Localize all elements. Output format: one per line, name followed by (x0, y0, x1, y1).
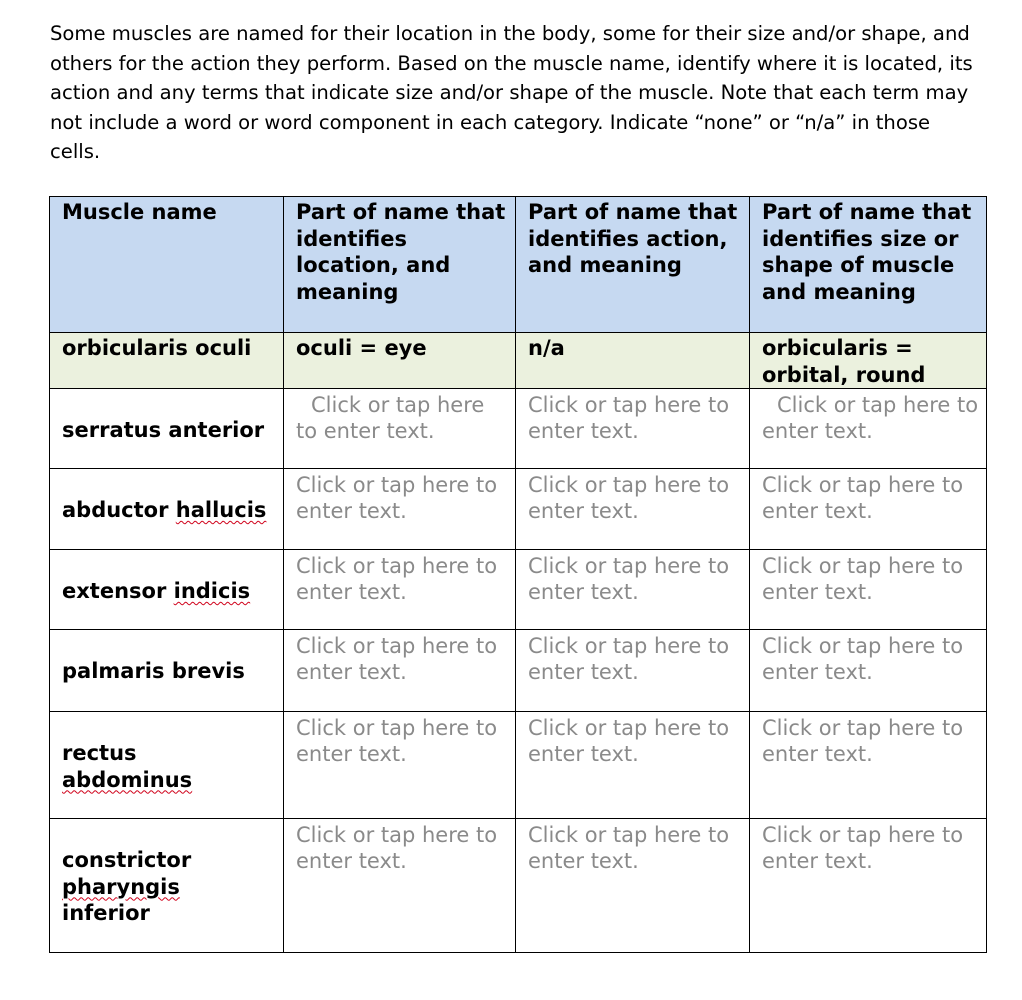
placeholder-text: Click or tap here to enter text. (296, 554, 498, 604)
muscle-name-word: abductor (62, 498, 169, 522)
placeholder-text: Click or tap here to enter text. (762, 716, 964, 766)
muscle-name-word-misspelled: hallucis (175, 498, 267, 522)
placeholder-text: Click or tap here to enter text. (762, 634, 964, 684)
muscle-name: palmaris brevis (62, 659, 245, 683)
placeholder-text: Click or tap here to enter text. (528, 716, 730, 766)
size-shape-entry-field[interactable] (750, 712, 987, 819)
size-shape-entry-field[interactable] (750, 389, 987, 469)
table-row (50, 819, 987, 953)
header-location: Part of name that identifies location, and meaning (284, 197, 516, 333)
location-entry-field[interactable] (284, 819, 516, 953)
placeholder-text: Click or tap here to enter text. (528, 634, 730, 684)
table-header-row (50, 197, 987, 333)
action-entry-field[interactable] (516, 389, 750, 469)
action-entry-field[interactable] (516, 819, 750, 953)
size-shape-entry-field[interactable] (750, 819, 987, 953)
placeholder-text: Click or tap here to enter text. (528, 393, 730, 443)
location-entry-field[interactable] (284, 712, 516, 819)
muscle-name-cell (50, 469, 284, 550)
table-row (50, 630, 987, 712)
placeholder-text: Click or tap here to enter text. (296, 716, 498, 766)
location-entry-field[interactable] (284, 550, 516, 630)
muscle-name: serratus anterior (62, 418, 265, 442)
muscle-name-word-misspelled: indicis (173, 579, 251, 603)
table-row (50, 469, 987, 550)
muscle-name-cell (50, 389, 284, 469)
muscle-name-word-misspelled: pharyngis (62, 874, 180, 899)
placeholder-text: Click or tap here to enter text. (762, 554, 964, 604)
placeholder-text: Click or tap here to enter text. (528, 554, 730, 604)
placeholder-text: Click or tap here to enter text. (296, 823, 498, 873)
header-size-shape: Part of name that identifies size or shape of muscle and meaning (750, 197, 987, 333)
muscle-name-cell (50, 630, 284, 712)
instructions-paragraph: Some muscles are named for their location in the body, some for their size and/or shape, and others for the action they perform. Based on the muscle name, identify where it is located, its action and any terms that indicate size and/or shape of the muscle. Note that each term may not include a word or word component in each category. Indicate “none” or “n/a” in those cells. (50, 22, 973, 163)
placeholder-text: Click or tap here to enter text. (296, 393, 485, 443)
location-entry-field[interactable] (284, 389, 516, 469)
size-shape-entry-field[interactable] (750, 630, 987, 712)
example-action: n/a (516, 333, 750, 389)
placeholder-text: Click or tap here to enter text. (528, 473, 730, 523)
example-location: oculi = eye (284, 333, 516, 389)
size-shape-entry-field[interactable] (750, 469, 987, 550)
action-entry-field[interactable] (516, 630, 750, 712)
muscle-name-word: constrictor (62, 848, 192, 872)
location-entry-field[interactable] (284, 630, 516, 712)
size-shape-entry-field[interactable] (750, 550, 987, 630)
table-row (50, 389, 987, 469)
muscle-name-cell (50, 712, 284, 819)
action-entry-field[interactable] (516, 550, 750, 630)
placeholder-text: Click or tap here to enter text. (296, 634, 498, 684)
placeholder-text: Click or tap here to enter text. (296, 473, 498, 523)
table-row (50, 712, 987, 819)
example-muscle: orbicularis oculi (50, 333, 284, 389)
placeholder-text: Click or tap here to enter text. (762, 823, 964, 873)
header-muscle-name: Muscle name (50, 197, 284, 333)
placeholder-text: Click or tap here to enter text. (762, 473, 964, 523)
muscle-name-word-misspelled: abdominus (62, 767, 193, 792)
example-size-shape: orbicularis = orbital, round (750, 333, 987, 389)
example-row (50, 333, 987, 389)
muscle-name-word: extensor (62, 579, 167, 603)
location-entry-field[interactable] (284, 469, 516, 550)
header-action: Part of name that identifies action, and meaning (516, 197, 750, 333)
action-entry-field[interactable] (516, 469, 750, 550)
muscle-table (49, 196, 987, 953)
table-row (50, 550, 987, 630)
action-entry-field[interactable] (516, 712, 750, 819)
muscle-name-word: inferior (62, 901, 150, 925)
placeholder-text: Click or tap here to enter text. (762, 393, 979, 443)
muscle-name-word: rectus (62, 741, 137, 765)
muscle-name-cell (50, 550, 284, 630)
muscle-name-cell (50, 819, 284, 953)
placeholder-text: Click or tap here to enter text. (528, 823, 730, 873)
